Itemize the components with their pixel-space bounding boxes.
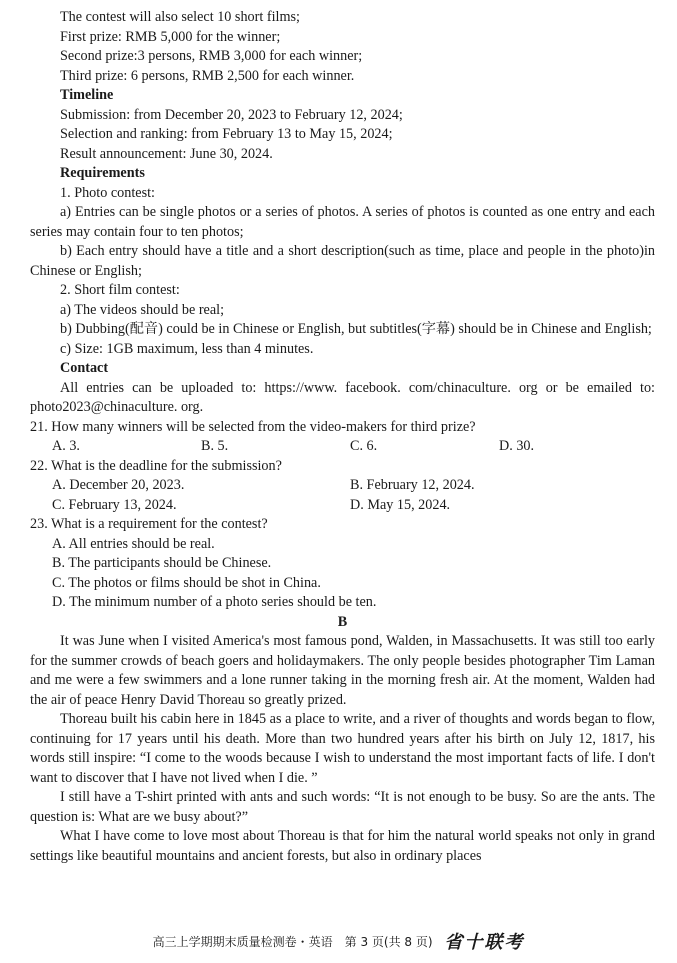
- photo-contest-label: 1. Photo contest:: [60, 184, 155, 201]
- photo-requirement-a: a) Entries can be single photos or a series of photos. A series of photos is counted as one entry and each series may contain four to ten photos;: [30, 204, 655, 240]
- option: A. December 20, 2023.: [52, 477, 185, 493]
- footer-text: 高三上学期期末质量检测卷・英语 第 3 页(共 8 页): [152, 935, 433, 949]
- footer-brand: 省十联考: [444, 932, 525, 953]
- question-21-stem: 21. How many winners will be selected from the video-makers for third prize?: [30, 418, 476, 435]
- passage-paragraph-3: I still have a T-shirt printed with ants and such words: “It is not enough to be busy. So are the ants. The question is: What are we busy about?”: [30, 789, 655, 825]
- question-22-options-row2: [30, 496, 655, 516]
- option: A. 3.: [52, 438, 80, 454]
- requirements-heading: Requirements: [60, 165, 145, 181]
- second-prize-line: Second prize:3 persons, RMB 3,000 for each winner;: [60, 48, 363, 64]
- question-22-stem: 22. What is the deadline for the submission?: [30, 457, 282, 474]
- option: B. February 12, 2024.: [350, 477, 475, 493]
- submission-line: Submission: from December 20, 2023 to February 12, 2024;: [60, 106, 403, 123]
- film-requirement-b: b) Dubbing(配音) could be in Chinese or English, but subtitles(字幕) should be in Chinese and English;: [60, 321, 652, 337]
- photo-requirement-b: b) Each entry should have a title and a short description(such as time, place and people in the photo)in Chinese or English;: [30, 243, 655, 279]
- first-prize-line: First prize: RMB 5,000 for the winner;: [60, 28, 281, 45]
- option: D. The minimum number of a photo series should be ten.: [52, 594, 377, 610]
- timeline-heading: Timeline: [60, 87, 114, 103]
- passage-paragraph-2: Thoreau built his cabin here in 1845 as a place to write, and a river of thoughts and words began to flow, continuing for 17 years until his death. More than two hundred years after his birth on July 12, 1817, his words still inspire: “I come to the woods because I wish to understand the most important facts of life. I don't want to discover that I have not lived when I die. ”: [30, 711, 655, 786]
- question-23-stem: 23. What is a requirement for the contest?: [30, 516, 268, 532]
- passage-paragraph-4: What I have come to love most about Thoreau is that for him the natural world speaks not only in grand settings like beautiful mountains and ancient forests, but also in ordinary places: [30, 828, 655, 864]
- option: A. All entries should be real.: [52, 535, 215, 552]
- question-22-options-row1: [30, 476, 655, 496]
- film-contest-label: 2. Short film contest:: [60, 282, 180, 298]
- option: D. May 15, 2024.: [350, 496, 451, 513]
- contest-select-line: The contest will also select 10 short films;: [60, 9, 300, 25]
- option: C. 6.: [350, 438, 378, 454]
- question-21-options: [30, 437, 655, 457]
- option: C. February 13, 2024.: [52, 496, 177, 513]
- page-footer: [0, 933, 677, 953]
- selection-line: Selection and ranking: from February 13 to May 15, 2024;: [60, 126, 393, 142]
- option: D. 30.: [499, 438, 535, 454]
- film-requirement-a: a) The videos should be real;: [60, 301, 225, 318]
- contact-heading: Contact: [60, 360, 109, 376]
- result-line: Result announcement: June 30, 2024.: [60, 145, 273, 162]
- option: B. 5.: [201, 438, 229, 454]
- section-b-label: B: [337, 613, 348, 630]
- film-requirement-c: c) Size: 1GB maximum, less than 4 minutes.: [60, 340, 314, 357]
- passage-paragraph-1: It was June when I visited America's most famous pond, Walden, in Massachusetts. It was still too early for the summer crowds of beach goers and holidaymakers. The only people besides photographer Tim Laman and me were a few swimmers and a lone runner taking in the morning fresh air. At the moment, Walden had the air of peace Henry David Thoreau so greatly prized.: [30, 633, 655, 708]
- third-prize-line: Third prize: 6 persons, RMB 2,500 for each winner.: [60, 67, 355, 84]
- option: C. The photos or films should be shot in China.: [52, 574, 321, 591]
- option: B. The participants should be Chinese.: [52, 555, 272, 571]
- contact-text: All entries can be uploaded to: https://www. facebook. com/chinaculture. org or be emailed to: photo2023@chinaculture. org.: [30, 379, 655, 415]
